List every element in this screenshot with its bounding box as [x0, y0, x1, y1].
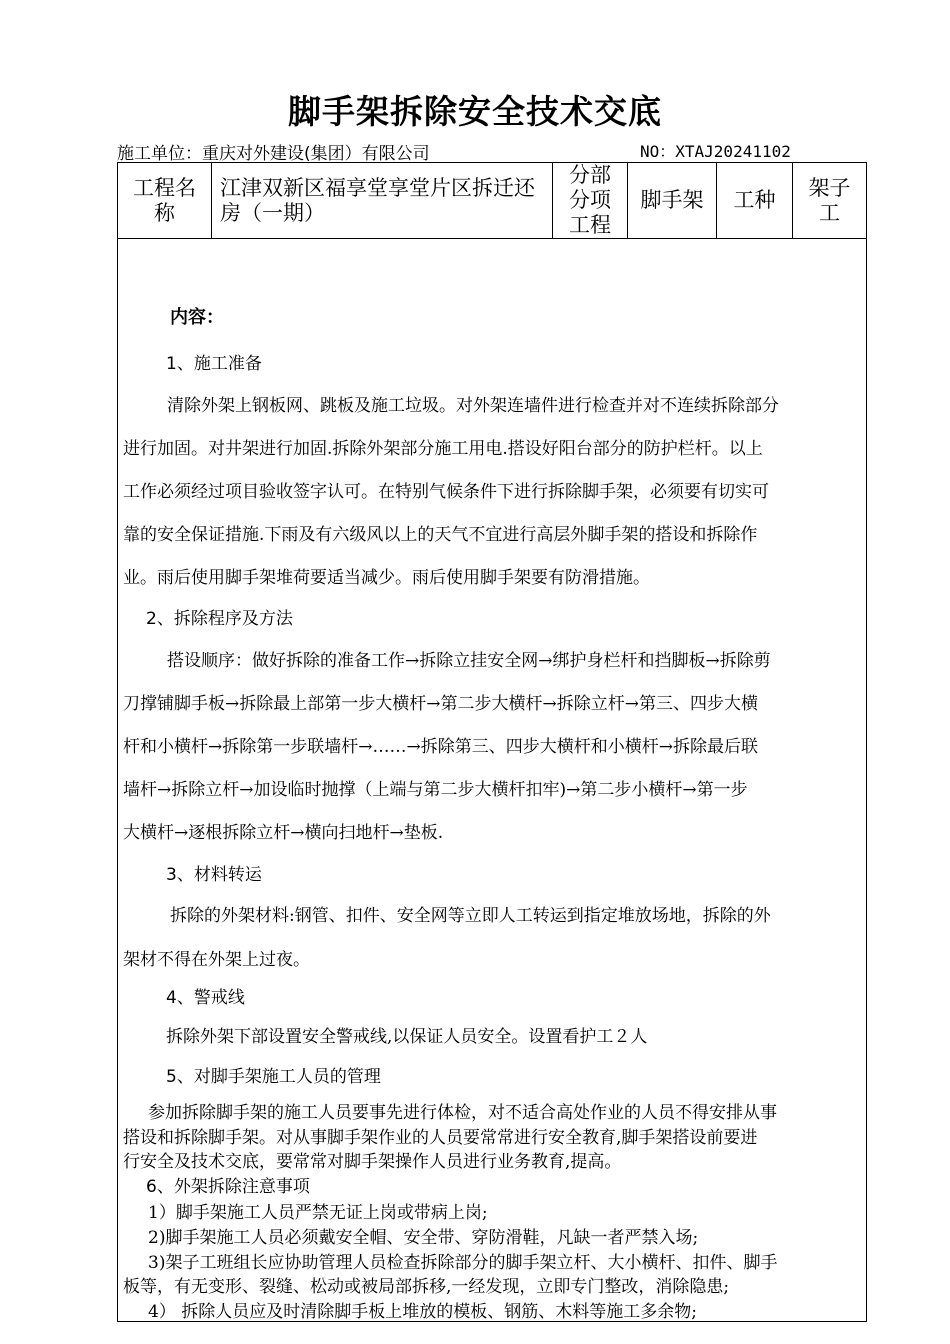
disclosure-table	[117, 162, 867, 1322]
section-6-line: 板等，有无变形、裂缝、松动或被局部拆移,一经发现，立即专门整改，消除隐患;	[123, 1277, 730, 1297]
section-2-title: 2、拆除程序及方法	[146, 609, 293, 629]
section-3-line: 拆除的外架材料:钢管、扣件、安全网等立即人工转运到指定堆放场地，拆除的外	[170, 906, 771, 926]
document-title: 脚手架拆除安全技术交底	[288, 92, 662, 131]
section-1-line: 清除外架上钢板网、跳板及施工垃圾。对外架连墙件进行检查并对不连续拆除部分	[167, 396, 779, 416]
section-5-line: 参加拆除脚手架的施工人员要事先进行体检，对不适合高处作业的人员不得安排从事	[148, 1103, 777, 1123]
section-6-line: 1）脚手架施工人员严禁无证上岗或带病上岗;	[148, 1203, 488, 1223]
section-1-line: 靠的安全保证措施.下雨及有六级风以上的天气不宜进行高层外脚手架的搭设和拆除作	[123, 525, 758, 545]
section-1-title: 1、施工准备	[166, 354, 262, 374]
subproject-value: 脚手架	[628, 163, 717, 239]
section-2-line: 搭设顺序：做好拆除的准备工作→拆除立挂安全网→绑护身栏杆和挡脚板→拆除剪	[167, 651, 771, 671]
section-6-line: 4） 拆除人员应及时清除脚手板上堆放的模板、钢筋、木料等施工多余物;	[148, 1302, 697, 1322]
document-number: NO：XTAJ20241102	[640, 142, 791, 161]
subproject-label: 分部分项工程	[553, 163, 628, 239]
content-row	[118, 239, 867, 1322]
content-cell	[118, 239, 867, 1322]
project-label: 工程名称	[118, 163, 212, 239]
section-3-line: 架材不得在外架上过夜。	[123, 950, 310, 970]
section-3-title: 3、材料转运	[166, 865, 262, 885]
project-value: 江津双新区福享堂享堂片区拆迁还房（一期）	[212, 163, 553, 239]
section-1-line: 工作必须经过项目验收签字认可。在特别气候条件下进行拆除脚手架，必须要有切实可	[123, 482, 769, 502]
construction-unit: 施工单位：重庆对外建设(集团）有限公司	[117, 144, 430, 164]
section-4-line: 拆除外架下部设置安全警戒线,以保证人员安全。设置看护工２人	[166, 1027, 648, 1047]
header-row	[118, 163, 867, 239]
content-heading: 内容：	[170, 307, 224, 328]
work-type-label: 工种	[717, 163, 793, 239]
section-2-line: 刀撑铺脚手板→拆除最上部第一步大横杆→第二步大横杆→拆除立杆→第三、四步大横	[123, 694, 758, 714]
section-5-line: 搭设和拆除脚手架。对从事脚手架作业的人员要常常进行安全教育,脚手架搭设前要进	[123, 1128, 758, 1148]
section-5-line: 行安全及技术交底，要常常对脚手架操作人员进行业务教育,提高。	[123, 1152, 622, 1172]
work-type-value: 架子工	[793, 163, 867, 239]
section-2-line: 杆和小横杆→拆除第一步联墙杆→……→拆除第三、四步大横杆和小横杆→拆除最后联	[123, 737, 758, 757]
section-4-title: 4、警戒线	[166, 988, 245, 1008]
section-6-title: 6、外架拆除注意事项	[146, 1177, 310, 1197]
section-5-title: 5、对脚手架施工人员的管理	[166, 1067, 381, 1087]
section-6-line: 3)架子工班组长应协助管理人员检查拆除部分的脚手架立杆、大小横杆、扣件、脚手	[148, 1253, 778, 1273]
section-2-line: 墙杆→拆除立杆→加设临时抛撑（上端与第二步大横杆扣牢)→第二步小横杆→第一步	[123, 780, 748, 800]
section-2-line: 大横杆→逐根拆除立杆→横向扫地杆→垫板.	[123, 823, 444, 843]
section-1-line: 业。雨后使用脚手架堆荷要适当减少。雨后使用脚手架要有防滑措施。	[123, 568, 650, 588]
section-6-line: 2)脚手架施工人员必须戴安全帽、安全带、穿防滑鞋，凡缺一者严禁入场;	[148, 1228, 699, 1248]
section-1-line: 进行加固。对井架进行加固.拆除外架部分施工用电.搭设好阳台部分的防护栏杆。以上	[123, 439, 763, 459]
